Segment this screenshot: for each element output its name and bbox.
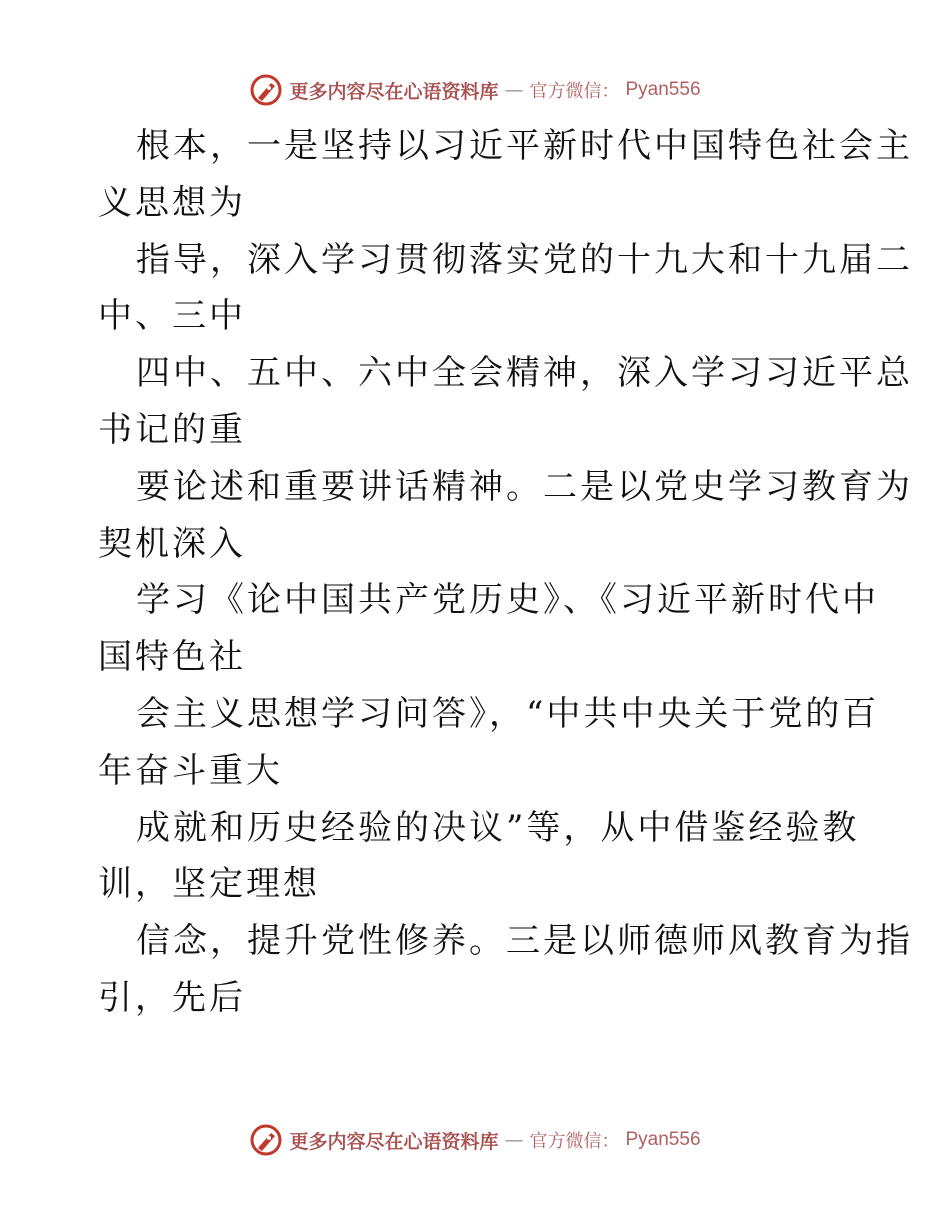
banner-title: 更多内容尽在心语资料库 bbox=[289, 1130, 499, 1153]
banner-wechat-id: Pyan556 bbox=[625, 79, 701, 100]
body-line: 指导，深入学习贯彻落实党的十九大和十九届二 bbox=[136, 239, 913, 280]
body-line: 根本，一是坚持以习近平新时代中国特色社会主 bbox=[136, 126, 913, 166]
banner-wechat-label: 官方微信： bbox=[529, 81, 620, 102]
body-line: 义思想为 bbox=[98, 182, 246, 223]
body-line: 引，先后 bbox=[98, 977, 246, 1018]
banner-dash: — bbox=[504, 79, 524, 101]
body-line: 训，坚定理想 bbox=[98, 864, 320, 905]
pen-nib-logo-icon bbox=[249, 73, 283, 107]
body-line: 四中、五中、六中全会精神，深入学习习近平总 bbox=[136, 353, 913, 394]
pen-nib-logo-icon bbox=[249, 1123, 283, 1157]
body-line: 书记的重 bbox=[98, 409, 246, 450]
body-line: 会主义思想学习问答》，“中共中央关于党的百 bbox=[136, 693, 880, 734]
banner-dash: — bbox=[504, 1129, 524, 1151]
body-line: 年奋斗重大 bbox=[98, 750, 283, 791]
header-banner bbox=[0, 70, 950, 110]
body-line: 中、三中 bbox=[98, 296, 246, 337]
body-line: 国特色社 bbox=[98, 637, 246, 678]
body-line: 信念，提升党性修养。三是以师德师风教育为指 bbox=[136, 921, 913, 962]
body-line: 学习《论中国共产党历史》、《习近平新时代中 bbox=[136, 580, 879, 621]
body-line: 要论述和重要讲话精神。二是以党史学习教育为 bbox=[136, 466, 913, 507]
banner-wechat-id: Pyan556 bbox=[625, 1129, 701, 1150]
banner-title: 更多内容尽在心语资料库 bbox=[289, 80, 499, 103]
footer-banner bbox=[0, 1120, 950, 1160]
body-line: 成就和历史经验的决议”等，从中借鉴经验教 bbox=[136, 807, 860, 848]
body-line: 契机深入 bbox=[98, 523, 246, 564]
banner-wechat-label: 官方微信： bbox=[529, 1131, 620, 1152]
document-body bbox=[98, 118, 913, 1027]
